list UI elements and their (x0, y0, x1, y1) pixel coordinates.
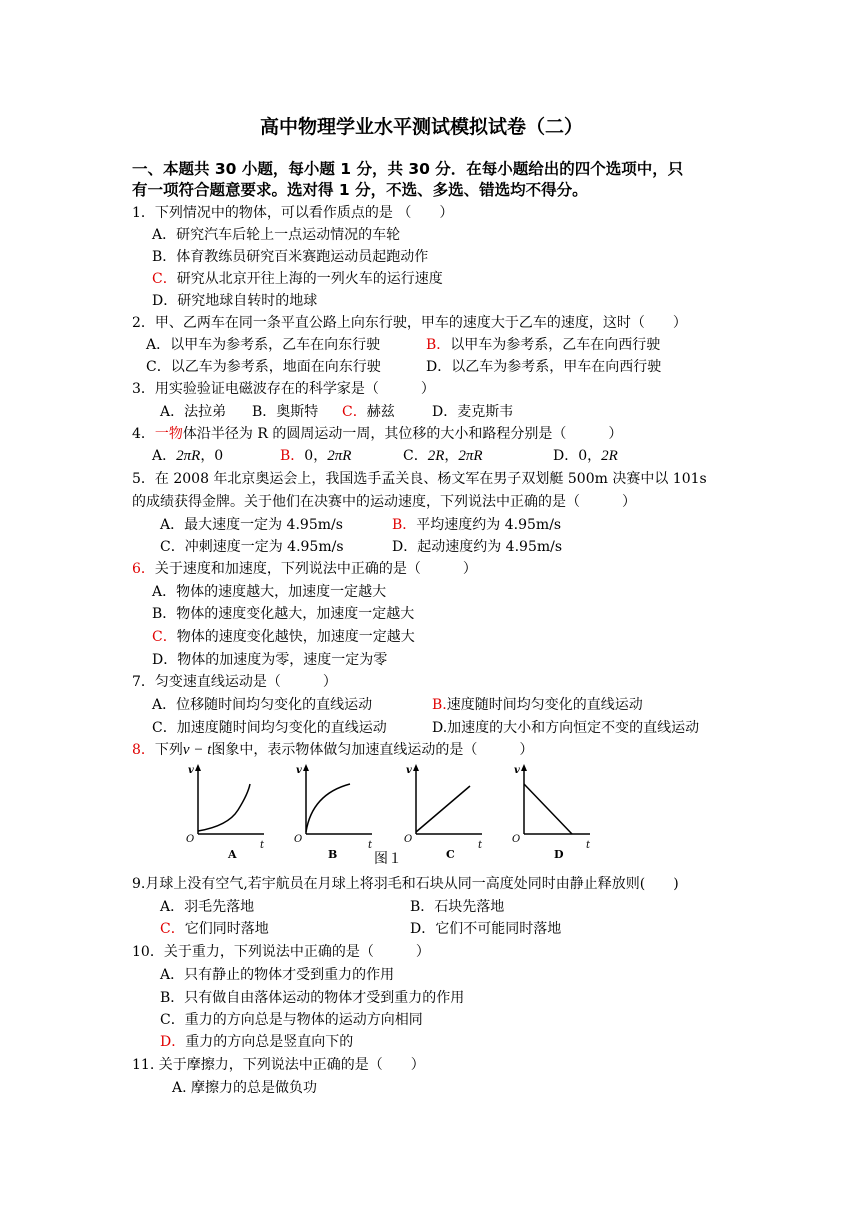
q5-option-b (392, 515, 561, 535)
q4-a-label: A． (152, 448, 177, 464)
section-instructions-line2: 有一项符合题意要求。选对得 1 分，不选、多选、错选均不得分。 (132, 181, 588, 199)
answer-marker: B. (432, 697, 447, 713)
q1-stem: 1．下列情况中的物体，可以看作质点的是 （ ） (132, 205, 454, 221)
q4-b-math: 2πR (327, 448, 352, 464)
q4-option-a (152, 446, 223, 466)
q9-option-d: D．它们不可能同时落地 (410, 921, 562, 937)
q6-stem (132, 559, 477, 579)
q8-stem-a: 下列 (154, 742, 183, 758)
q1-option-d: D．研究地球自转时的地球 (152, 293, 318, 309)
q6-option-d: D．物体的加速度为零，速度一定为零 (152, 652, 388, 668)
graph-a (180, 762, 270, 862)
q9-option-b: B．石块先落地 (410, 899, 505, 915)
q5-option-c: C．冲刺速度一定为 4.95m/s (160, 539, 344, 555)
q3-option-b: B．奥斯特 (252, 404, 319, 420)
q7-option-b (432, 695, 643, 715)
origin-label: O (512, 834, 521, 845)
q4-number: 4． (132, 426, 155, 442)
q9-option-a: A．羽毛先落地 (160, 899, 255, 915)
q7-stem: 7．匀变速直线运动是（ ） (132, 674, 337, 690)
q6-stem-text: 关于速度和加速度，下列说法中正确的是（ ） (154, 561, 477, 577)
graph-b-label: B (328, 848, 338, 861)
q6-number: 6． (132, 561, 155, 577)
q1-option-c (152, 269, 443, 289)
q1-option-c-text: 研究从北京开往上海的一列火车的运行速度 (176, 271, 443, 287)
q4-b-first: 0， (304, 448, 328, 464)
q4-highlight: 一物 (154, 426, 183, 442)
q8-number: 8． (132, 742, 155, 758)
q1-option-a: A．研究汽车后轮上一点运动情况的车轮 (152, 227, 401, 243)
q7-option-a: A．位移随时间均匀变化的直线运动 (152, 697, 373, 713)
q2-option-c: C．以乙车为参考系，地面在向东行驶 (146, 359, 381, 375)
q6-option-b: B．物体的速度变化越大，加速度一定越大 (152, 606, 415, 622)
answer-marker: C． (160, 921, 185, 937)
q4-c-sep: ， (444, 448, 459, 464)
answer-marker: B． (280, 448, 305, 464)
q4-d-math: 2R (601, 448, 618, 464)
origin-label: O (404, 834, 413, 845)
answer-marker: D． (160, 1034, 186, 1050)
graph-a-label: A (228, 848, 237, 861)
q6-option-c-text: 物体的速度变化越快，加速度一定越大 (176, 629, 415, 645)
q2-stem: 2．甲、乙两车在同一条平直公路上向东行驶，甲车的速度大于乙车的速度，这时（ ） (132, 315, 687, 331)
q4-a-math: 2πR (176, 448, 201, 464)
q11-option-a: A. 摩擦力的总是做负功 (172, 1080, 318, 1096)
figure-caption: 图１ (374, 851, 402, 867)
q10-option-b: B．只有做自由落体运动的物体才受到重力的作用 (160, 990, 465, 1006)
q2-option-b (426, 335, 660, 355)
axis-v-label: v (514, 765, 520, 776)
answer-marker: C． (342, 404, 367, 420)
page-title: 高中物理学业水平测试模拟试卷（二） (260, 116, 584, 138)
q4-c-math2: 2πR (458, 448, 483, 464)
graph-d (506, 762, 596, 862)
q10-option-d (160, 1032, 353, 1052)
origin-label: O (186, 834, 195, 845)
q2-option-d: D．以乙车为参考系，甲车在向西行驶 (426, 359, 662, 375)
q3-option-c-text: 赫兹 (366, 404, 395, 420)
axis-v-label: v (406, 765, 412, 776)
answer-marker: B． (392, 517, 417, 533)
graph-c (398, 762, 488, 862)
q9-stem: 9.月球上没有空气,若宇航员在月球上将羽毛和石块从同一高度处同时由静止释放则( ) (132, 876, 679, 892)
q8-stem (132, 740, 533, 760)
graph-c-label: C (446, 848, 455, 861)
axis-v-label: v (296, 765, 302, 776)
q4-a-rest: ，0 (200, 448, 224, 464)
answer-marker: C． (152, 271, 177, 287)
axis-t-label: t (478, 840, 483, 851)
q11-stem: 11. 关于摩擦力，下列说法中正确的是（ ） (132, 1057, 425, 1073)
q7-option-d: D.加速度的大小和方向恒定不变的直线运动 (432, 720, 700, 736)
origin-label: O (294, 834, 303, 845)
graph-d-label: D (554, 848, 564, 861)
axis-v-label: v (188, 765, 194, 776)
q3-option-d: D．麦克斯韦 (432, 404, 514, 420)
q9-option-c-text: 它们同时落地 (184, 921, 269, 937)
q10-option-c: C．重力的方向总是与物体的运动方向相同 (160, 1012, 423, 1028)
q3-option-a: A．法拉弟 (160, 404, 227, 420)
q10-stem: 10．关于重力，下列说法中正确的是（ ） (132, 944, 430, 960)
q2-option-b-text: 以甲车为参考系，乙车在向西行驶 (450, 337, 661, 353)
q4-option-c (403, 446, 483, 466)
q7-option-c: C．加速度随时间均匀变化的直线运动 (152, 720, 387, 736)
answer-marker: C． (152, 629, 177, 645)
q8-stem-b: 图象中，表示物体做匀加速直线运动的是（ ） (211, 742, 534, 758)
q4-option-b (280, 446, 351, 466)
q8-math: v − t (182, 742, 212, 758)
answer-marker: B． (426, 337, 451, 353)
q3-option-c (342, 402, 395, 422)
q6-option-a: A．物体的速度越大，加速度一定越大 (152, 584, 387, 600)
q1-option-b: B．体育教练员研究百米赛跑运动员起跑动作 (152, 249, 429, 265)
q7-option-b-text: 速度随时间均匀变化的直线运动 (446, 697, 643, 713)
axis-t-label: t (586, 840, 591, 851)
q4-stem-text: 体沿半径为 R 的圆周运动一周，其位移的大小和路程分别是（ ） (182, 426, 623, 442)
q10-option-d-text: 重力的方向总是竖直向下的 (185, 1034, 354, 1050)
q4-stem (132, 424, 622, 444)
section-instructions-line1: 一、本题共 30 小题，每小题 1 分，共 30 分．在每小题给出的四个选项中，只 (132, 160, 684, 178)
q6-option-c (152, 627, 415, 647)
axis-t-label: t (260, 840, 265, 851)
q9-option-c (160, 919, 269, 939)
q5-option-b-text: 平均速度约为 4.95m/s (416, 517, 562, 533)
axis-t-label: t (368, 840, 373, 851)
q4-c-math1: 2R (427, 448, 445, 464)
q10-option-a: A．只有静止的物体才受到重力的作用 (160, 967, 395, 983)
q4-c-label: C． (403, 448, 428, 464)
q3-stem: 3．用实验验证电磁波存在的科学家是（ ） (132, 381, 435, 397)
q2-option-a: A．以甲车为参考系，乙车在向东行驶 (146, 337, 381, 353)
q5-option-a: A．最大速度一定为 4.95m/s (160, 517, 343, 533)
q4-option-d (553, 446, 618, 466)
q5-option-d: D．起动速度约为 4.95m/s (392, 539, 563, 555)
q4-d-label: D．0， (553, 448, 602, 464)
q5-stem-line1: 5．在 2008 年北京奥运会上，我国选手孟关良、杨文军在男子双划艇 500m 决赛中以 101s (132, 471, 707, 487)
q5-stem-line2: 的成绩获得金牌。关于他们在决赛中的运动速度，下列说法中正确的是（ ） (132, 494, 636, 510)
graph-b (288, 762, 378, 862)
